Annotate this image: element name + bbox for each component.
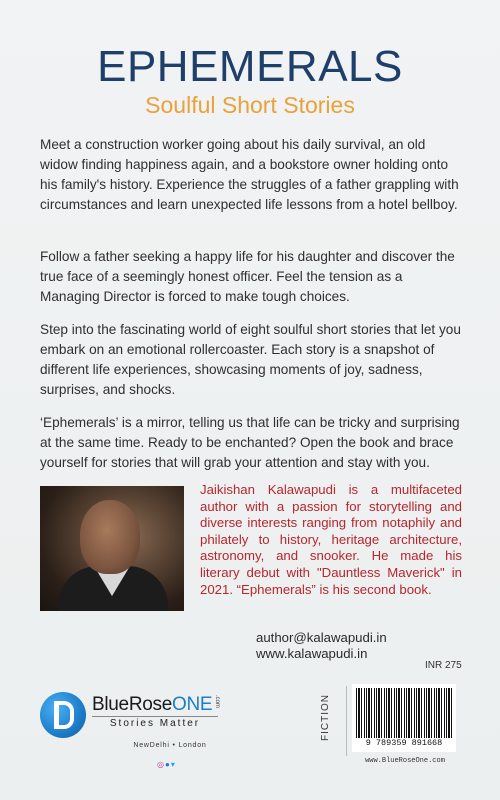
blurb-paragraph-4: ‘Ephemerals’ is a mirror, telling us that life can be tricky and surprising at the same time. Ready to be enchanted? Open the book and brace yourself for stories that will grab your attention and stay with you. (40, 415, 460, 470)
author-email[interactable]: author@kalawapudi.in (256, 630, 387, 645)
publisher-tagline: Stories Matter (92, 716, 218, 729)
blurb-paragraph-3: Step into the fascinating world of eight soulful short stories that let you embark on an emotional rollercoaster. Each story is a snapshot of different life experiences, showcasing moments of joy, sadness, surprises, and shocks. (40, 322, 461, 397)
blurb-paragraph-2: Follow a father seeking a happy life for his daughter and discover the true face of a seemingly honest officer. Feel the tension as a Managing Director is forced to make tough choices. (40, 249, 455, 304)
publisher-name (92, 694, 212, 716)
twitter-icon: ▾ (170, 760, 176, 769)
publisher-dotcom: .com (214, 695, 220, 709)
blurb-paragraph-1: Meet a construction worker going about his daily survival, an old widow finding happiness again, and a bookstore owner holding onto his family's history. Experience the struggles of a father grappling with circumstances and learn unexpected life lessons from a hotel bellboy. (40, 137, 459, 212)
barcode-divider (346, 686, 347, 756)
book-subtitle: Soulful Short Stories (145, 92, 355, 118)
publisher-name-main: BlueRose (92, 694, 172, 715)
book-title: EPHEMERALS (97, 42, 403, 91)
genre-label: FICTION (320, 694, 331, 742)
price-label: INR 275 (425, 660, 462, 671)
author-photo (40, 486, 184, 611)
author-photo-face (80, 500, 140, 574)
publisher-name-accent: ONE (171, 694, 213, 715)
author-contact (256, 630, 456, 662)
publisher-locations: NewDelhi • London (133, 742, 207, 749)
social-icons (157, 760, 176, 769)
publisher-website: www.BlueRoseOne.com (365, 757, 445, 765)
instagram-icon: ◎ (157, 760, 165, 769)
isbn-number: 9 789359 891668 (365, 738, 443, 748)
barcode-bars (356, 688, 452, 738)
facebook-icon: ● (164, 760, 171, 769)
logo-b-icon (54, 701, 74, 729)
author-website[interactable]: www.kalawapudi.in (256, 646, 368, 661)
author-bio: Jaikishan Kalawapudi is a multifaceted author with a passion for storytelling and diverse interests ranging from notaphily and philately to history, heritage architecture, astronomy, and snooker. He made his literary debut with "Dauntless Maverick" in 2021. “Ephemerals” is his second book. (200, 482, 462, 597)
bluerose-logo-icon (40, 692, 86, 738)
isbn-barcode (352, 684, 456, 752)
